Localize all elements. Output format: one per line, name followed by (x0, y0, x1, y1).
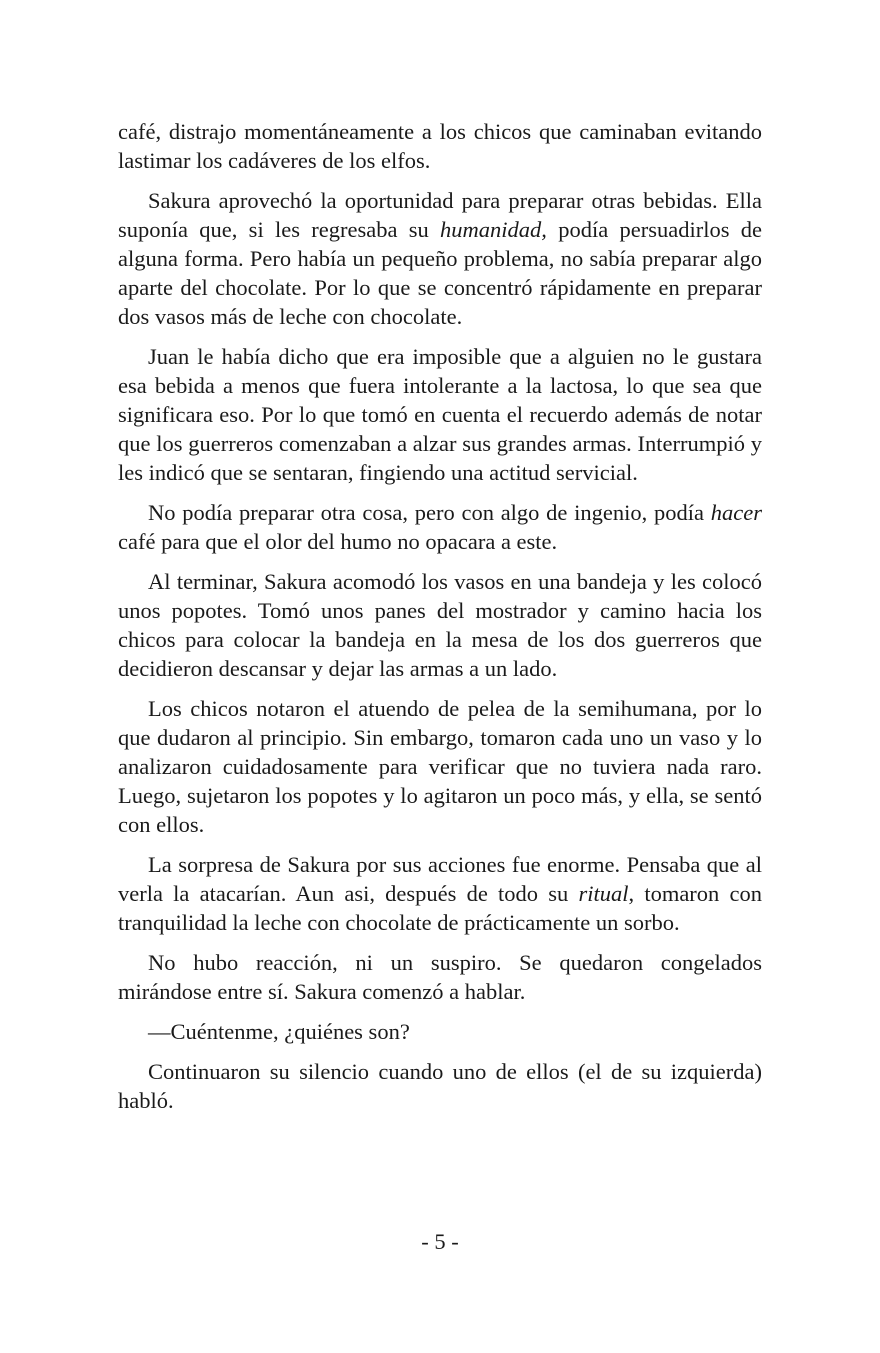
paragraph-9-dialogue (118, 1017, 762, 1046)
paragraph-2 (118, 186, 762, 331)
body-text (118, 117, 762, 1126)
paragraph-3 (118, 342, 762, 487)
paragraph-9-text: —Cuéntenme, ¿quiénes son? (148, 1019, 410, 1044)
paragraph-8 (118, 948, 762, 1006)
paragraph-7-text-a: La sorpresa de Sakura por sus acciones fue enorme. Pensaba que al verla la atacarían. Aun asi, después de todo su (118, 852, 762, 906)
paragraph-6-text: Los chicos notaron el atuendo de pelea de la semihumana, por lo que dudaron al principio. Sin embargo, tomaron cada uno un vaso y lo analizaron cuidadosamente para verificar que no tuviera nada raro. Luego, sujetaron los popotes y lo agitaron un poco más, y ella, se sentó con ellos. (118, 696, 762, 837)
paragraph-5-text: Al terminar, Sakura acomodó los vasos en una bandeja y les colocó unos popotes. Tomó unos panes del mostrador y camino hacia los chicos para colocar la bandeja en la mesa de los dos guerreros que decidieron descansar y dejar las armas a un lado. (118, 569, 762, 681)
paragraph-7-italic: ritual (578, 881, 629, 906)
paragraph-2-text-a: Sakura aprovechó la oportunidad para preparar otras bebidas. Ella suponía que, si les regresaba su (118, 188, 762, 242)
paragraph-2-text-b: podía persuadirlos de alguna forma. Pero había un pequeño problema, no sabía preparar algo aparte del chocolate. Por lo que se concentró rápidamente en preparar dos vasos más de leche con chocolate. (118, 217, 762, 329)
paragraph-1-text: café, distrajo momentáneamente a los chicos que caminaban evitando lastimar los cadáveres de los elfos. (118, 119, 762, 173)
paragraph-5 (118, 567, 762, 683)
paragraph-4-text-b: café para que el olor del humo no opacara a este. (118, 529, 558, 554)
paragraph-1 (118, 117, 762, 175)
paragraph-3-text: Juan le había dicho que era imposible que a alguien no le gustara esa bebida a menos que fuera intolerante a la lactosa, lo que sea que significara eso. Por lo que tomó en cuenta el recuerdo además de notar que los guerreros comenzaban a alzar sus grandes armas. Interrumpió y les indicó que se sentaran, fingiendo una actitud servicial. (118, 344, 762, 485)
paragraph-4 (118, 498, 762, 556)
paragraph-10 (118, 1057, 762, 1115)
paragraph-4-italic: hacer (710, 500, 762, 525)
paragraph-6 (118, 694, 762, 839)
paragraph-10-text: Continuaron su silencio cuando uno de ellos (el de su izquierda) habló. (118, 1059, 762, 1113)
paragraph-8-text: No hubo reacción, ni un suspiro. Se quedaron congelados mirándose entre sí. Sakura comenzó a hablar. (118, 950, 762, 1004)
paragraph-2-italic: humanidad, (440, 217, 547, 242)
paragraph-7-text-b: , tomaron con tranquilidad la leche con chocolate de prácticamente un sorbo. (118, 881, 762, 935)
paragraph-4-text-a: No podía preparar otra cosa, pero con algo de ingenio, podía (148, 500, 711, 525)
page-number: - 5 - (421, 1229, 459, 1254)
paragraph-7 (118, 850, 762, 937)
